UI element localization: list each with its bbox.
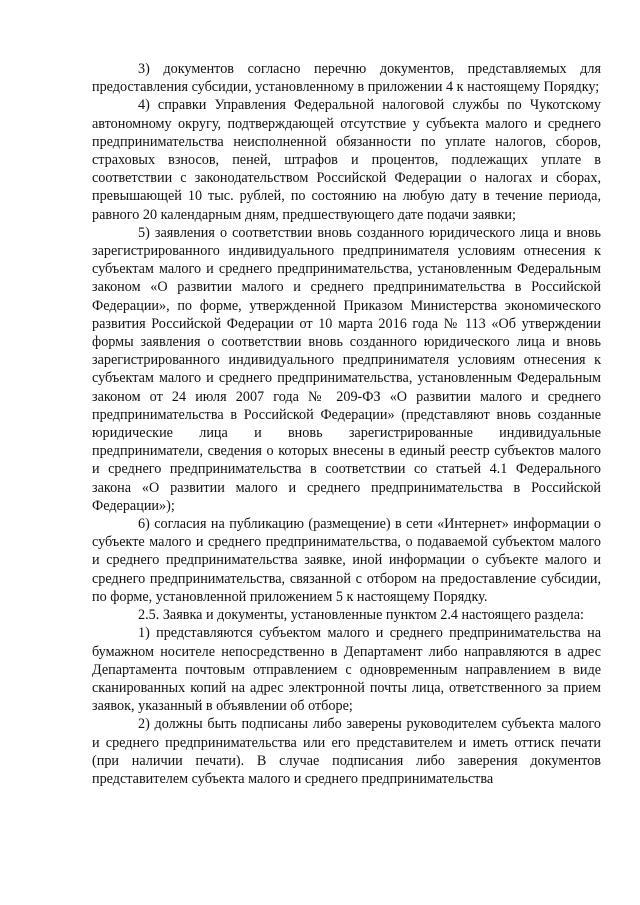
paragraph-subitem-2: 2) должны быть подписаны либо заверены руководителем субъекта малого и среднего предпринимательства или его представителем и иметь оттиск печати (при наличии печати). В случае подписания либо заверения документов представителем субъекта малого и среднего предпринимательства xyxy=(92,716,601,787)
document-body xyxy=(92,60,601,788)
paragraph-subitem-1: 1) представляются субъектом малого и среднего предпринимательства на бумажном носителе непосредственно в Департамент либо направляются в адрес Департамента почтовым отправлением с одновременным направлением в виде сканированных копий на адрес электронной почты лица, ответственного за прием заявок, указанный в объявлении об отборе; xyxy=(92,625,601,715)
paragraph-item-4: 4) справки Управления Федеральной налоговой службы по Чукотскому автономному округу, подтверждающей отсутствие у субъекта малого и среднего предпринимательства неисполненной обязанности по уплате налогов, сборов, страховых взносов, пеней, штрафов и процентов, подлежащих уплате в соответствии с законодательством Российской Федерации о налогах и сборах, превышающей 10 тыс. рублей, по состоянию на любую дату в течение периода, равного 20 календарным дням, предшествующего дате подачи заявки; xyxy=(92,97,601,223)
paragraph-item-6: 6) согласия на публикацию (размещение) в сети «Интернет» информации о субъекте малого и среднего предпринимательства, о подаваемой субъектом малого и среднего предпринимательства заявке, иной информации о субъекте малого и среднего предпринимательства, связанной с отбором на предоставление субсидии, по форме, установленной приложением 5 к настоящему Порядку. xyxy=(92,516,601,605)
paragraph-item-5: 5) заявления о соответствии вновь созданного юридического лица и вновь зарегистрированного индивидуального предпринимателя условиям отнесения к субъектам малого и среднего предпринимательства, установленным Федеральным законом «О развитии малого и среднего предпринимательства в Российской Федерации», по форме, утвержденной Приказом Министерства экономического развития Российской Федерации от 10 марта 2016 года № 113 «Об утверждении формы заявления о соответствии вновь созданного юридического лица и вновь зарегистрированного индивидуального предпринимателя условиям отнесения к субъектам малого и среднего предпринимательства, установленным Федеральным законом от 24 июля 2007 года № 209-ФЗ «О развитии малого и среднего предпринимательства в Российской Федерации» (представляют вновь созданные юридические лица и вновь зарегистрированные индивидуальные предприниматели, сведения о которых внесены в единый реестр субъектов малого и среднего предпринимательства в соответствии со статьей 4.1 Федерального закона «О развитии малого и среднего предпринимательства в Российской Федерации»); xyxy=(92,224,601,514)
paragraph-item-3: 3) документов согласно перечню документов, представляемых для предоставления субсидии, установленному в приложении 4 к настоящему Порядку; xyxy=(92,61,601,96)
paragraph-section-2-5: 2.5. Заявка и документы, установленные пунктом 2.4 настоящего раздела: xyxy=(138,607,584,624)
